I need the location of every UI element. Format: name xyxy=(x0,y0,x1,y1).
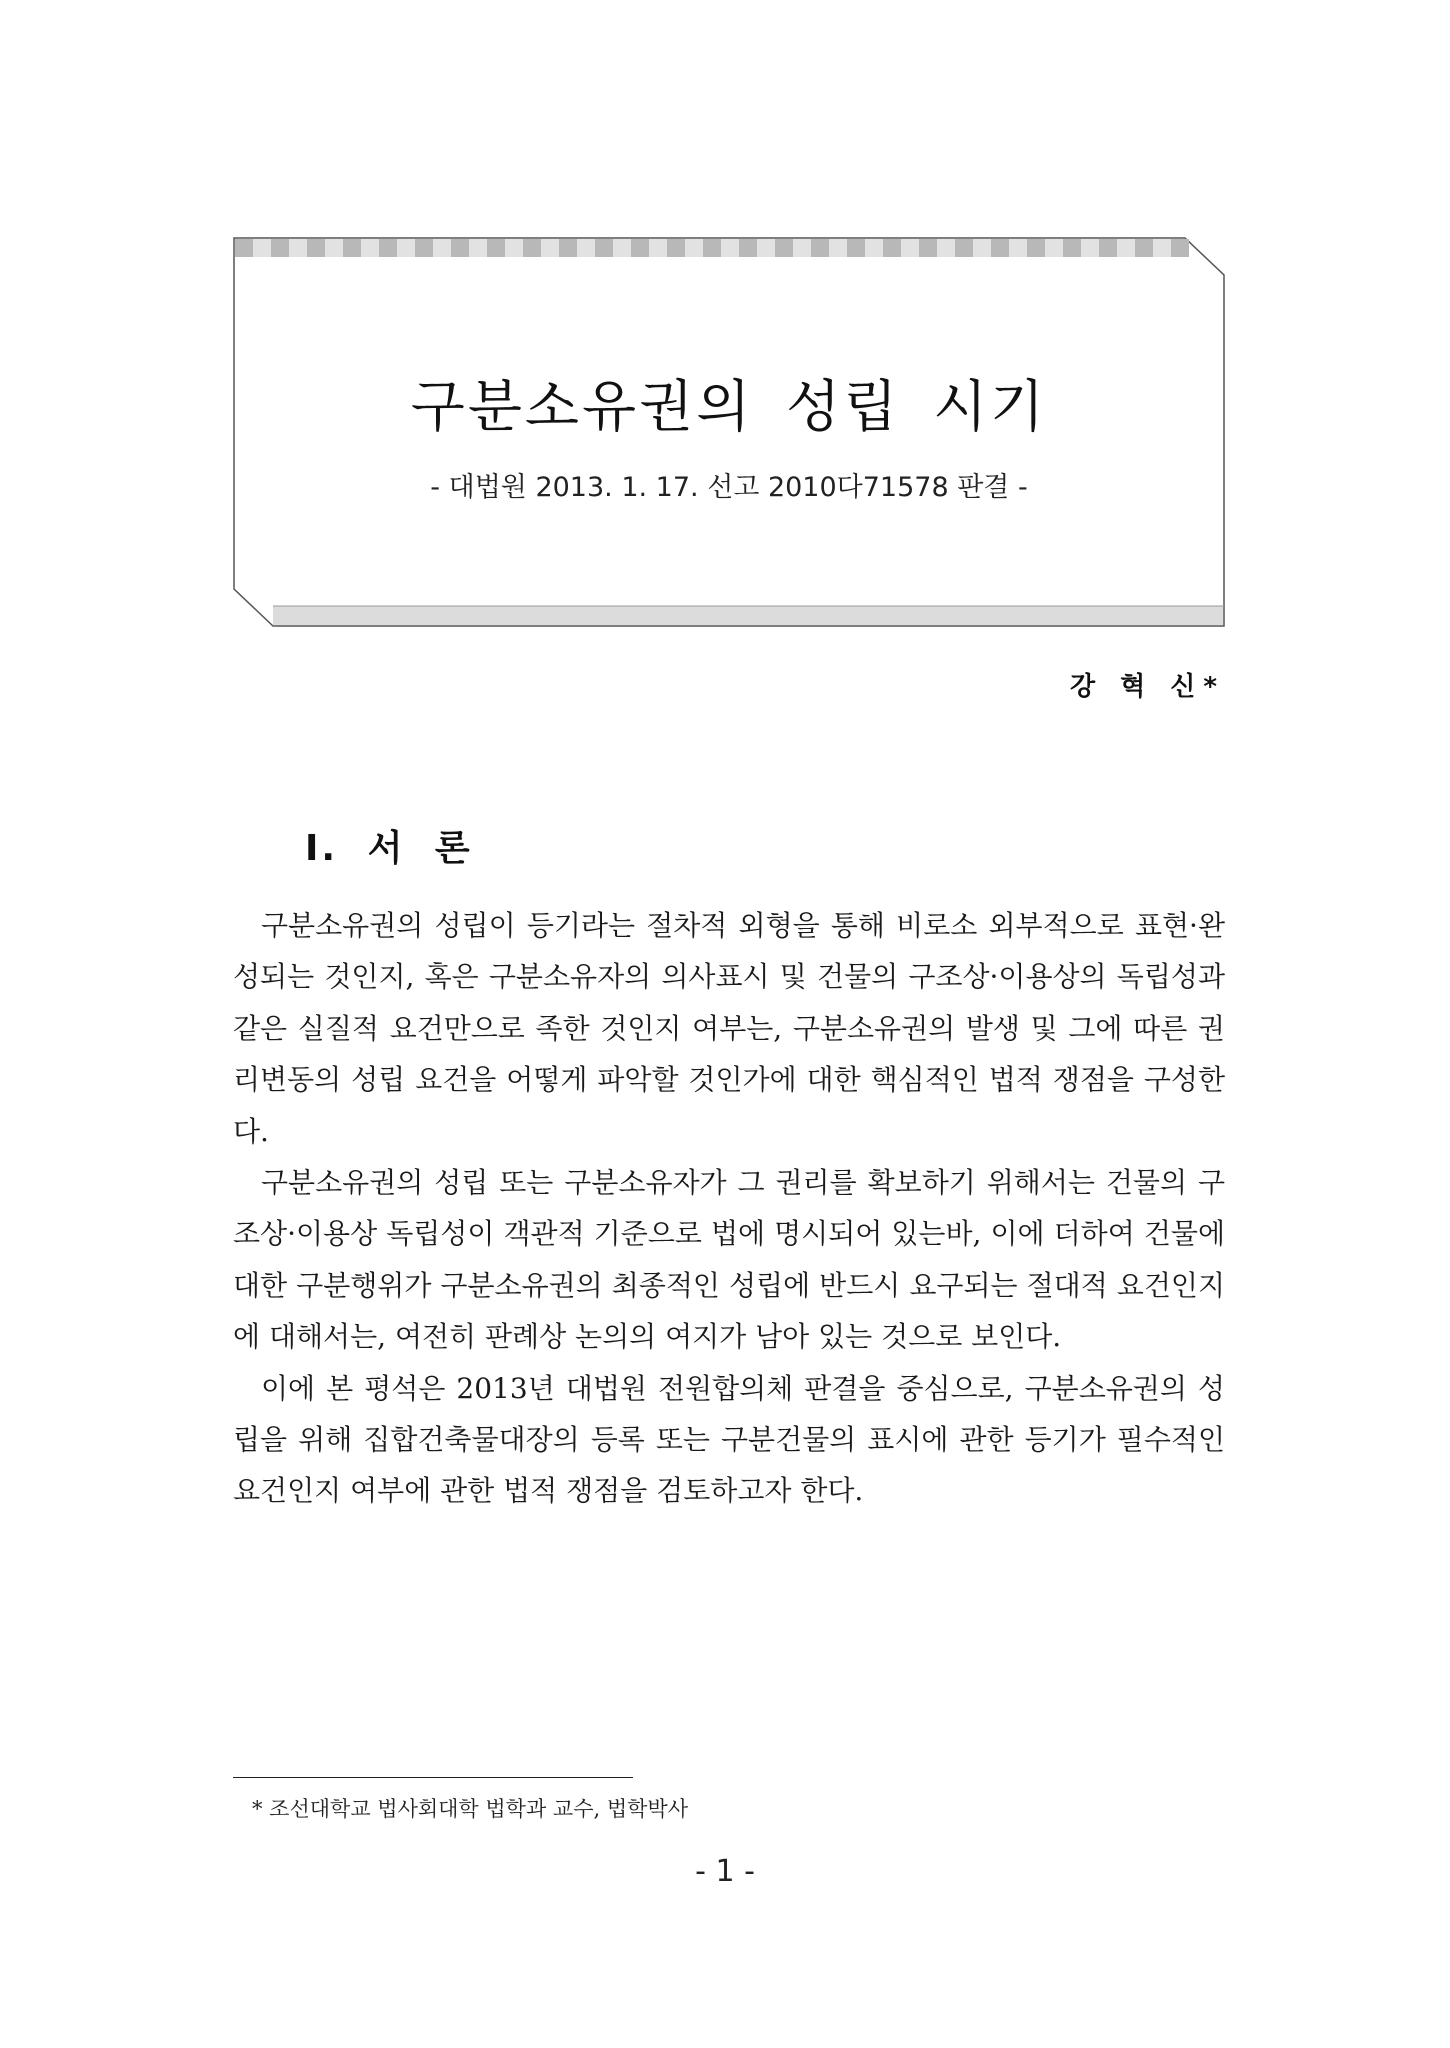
footnote-divider xyxy=(233,1777,633,1778)
author-name: 강 혁 신* xyxy=(1069,672,1225,702)
document-subtitle: - 대법원 2013. 1. 17. 선고 2010다71578 판결 - xyxy=(430,472,1028,503)
paragraph: 구분소유권의 성립 또는 구분소유자가 그 권리를 확보하기 위해서는 건물의 구조상·이용상 독립성이 객관적 기준으로 법에 명시되어 있는바, 이에 더하여 건물에 대한 구분행위가 구분소유권의 최종적인 성립에 반드시 요구되는 절대적 요건인지에 대해서는, 여전히 판례상 논의의 여지가 남아 있는 것으로 보인다. xyxy=(233,1166,1225,1354)
document-title: 구분소유권의 성립 시기 xyxy=(410,375,1048,440)
footnote: * 조선대학교 법사회대학 법학과 교수, 법학박사 xyxy=(252,1797,688,1821)
paragraph: 이에 본 평석은 2013년 대법원 전원합의체 판결을 중심으로, 구분소유권의 성립을 위해 집합건축물대장의 등록 또는 구분건물의 표시에 관한 등기가 필수적인 요건인지 여부에 관한 법적 쟁점을 검토하고자 한다. xyxy=(233,1371,1225,1508)
page-number: - 1 - xyxy=(695,1854,755,1889)
title-box xyxy=(233,237,1225,627)
body-text xyxy=(233,900,1225,1517)
paragraph: 구분소유권의 성립이 등기라는 절차적 외형을 통해 비로소 외부적으로 표현·완성되는 것인지, 혹은 구분소유자의 의사표시 및 건물의 구조상·이용상의 독립성과 같은 실질적 요건만으로 족한 것인지 여부는, 구분소유권의 발생 및 그에 따른 권리변동의 성립 요건을 어떻게 파악할 것인가에 대한 핵심적인 법적 쟁점을 구성한다. xyxy=(233,909,1225,1148)
section-heading: Ⅰ. 서 론 xyxy=(305,828,473,869)
